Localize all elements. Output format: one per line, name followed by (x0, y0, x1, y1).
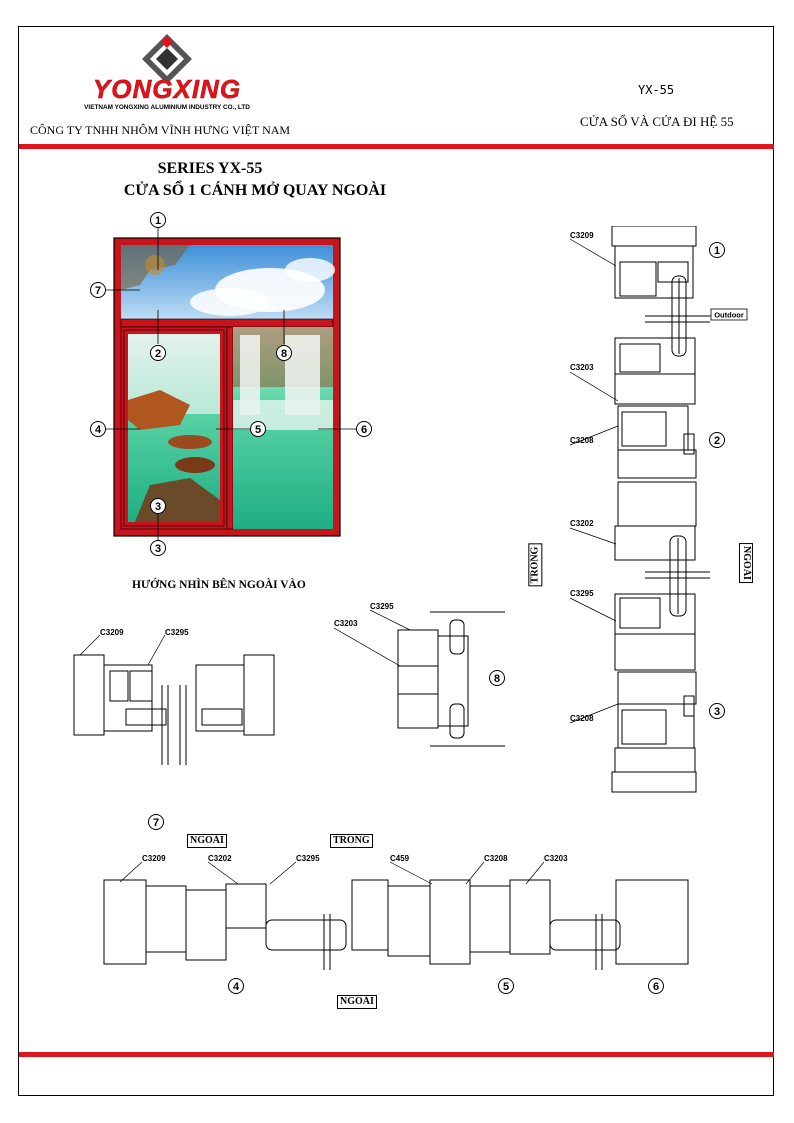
outside-label-bottom: NGOÀI (337, 995, 377, 1009)
view-caption: HƯỚNG NHÌN BÊN NGOÀI VÀO (132, 579, 306, 591)
callout-4: 4 (94, 424, 102, 436)
side-outside-label: NGOÀI (739, 543, 753, 583)
callout-8: 8 (280, 348, 288, 360)
callout-7: 7 (94, 285, 102, 297)
label-c3208-v2: C3208 (570, 714, 594, 723)
label-c3209-b: C3209 (142, 854, 166, 863)
label-c3295-h: C3295 (165, 628, 189, 637)
callout-2-section: 2 (713, 435, 721, 447)
callout-1-section: 1 (713, 245, 721, 257)
callout-2: 2 (154, 348, 162, 360)
mullion-bar (227, 327, 233, 529)
label-c3208-b: C3208 (484, 854, 508, 863)
callout-6-section: 6 (652, 981, 660, 993)
header-rule (19, 144, 774, 149)
horizontal-section-small (70, 625, 280, 765)
label-c3209-v: C3209 (570, 231, 594, 240)
label-c3295-v: C3295 (570, 589, 594, 598)
company-name: CÔNG TY TNHH NHÔM VĨNH HƯNG VIỆT NAM (30, 123, 291, 137)
label-c3295-t: C3295 (370, 602, 394, 611)
company-logo (60, 32, 275, 112)
callout-5: 5 (254, 424, 262, 436)
callout-6: 6 (360, 424, 368, 436)
callout-7-section: 7 (152, 817, 160, 829)
brand-subtitle: VIETNAM YONGXING ALUMINIUM INDUSTRY CO., LTD (84, 104, 250, 111)
label-c3203-v: C3203 (570, 363, 594, 372)
brand-wordmark: YONGXING (92, 74, 242, 104)
outside-label-top: NGOÀI (187, 834, 227, 848)
label-c3202-b: C3202 (208, 854, 232, 863)
page-subtitle: CỬA SỔ 1 CÁNH MỞ QUAY NGOÀI (123, 182, 387, 199)
series-code: YX-55 (638, 83, 675, 97)
callout-8-section: 8 (493, 673, 501, 685)
transom-section-drawing (330, 600, 520, 760)
callout-3-section: 3 (713, 706, 721, 718)
label-c3203-b: C3203 (544, 854, 568, 863)
callout-3: 3 (154, 543, 162, 555)
callout-3-inner: 3 (154, 501, 162, 513)
label-c3208-v1: C3208 (570, 436, 594, 445)
callout-5-section: 5 (502, 981, 510, 993)
label-c3209-h: C3209 (100, 628, 124, 637)
page-title: SERIES YX-55 (157, 160, 263, 177)
outdoor-label: Outdoor (714, 310, 744, 320)
label-c3202-v: C3202 (570, 519, 594, 528)
label-c459-b: C459 (390, 854, 410, 863)
vertical-section-drawing (560, 226, 760, 796)
callout-1: 1 (154, 215, 162, 227)
inside-label-top: TRONG (330, 834, 373, 848)
transom-bar (121, 319, 333, 327)
window-elevation (80, 210, 380, 560)
side-inside-label: TRONG (528, 544, 542, 587)
footer-rule (19, 1052, 774, 1057)
label-c3203-t: C3203 (334, 619, 358, 628)
callout-4-section: 4 (232, 981, 240, 993)
system-name: CỬA SỔ VÀ CỬA ĐI HỆ 55 (580, 114, 734, 129)
label-c3295-b: C3295 (296, 854, 320, 863)
